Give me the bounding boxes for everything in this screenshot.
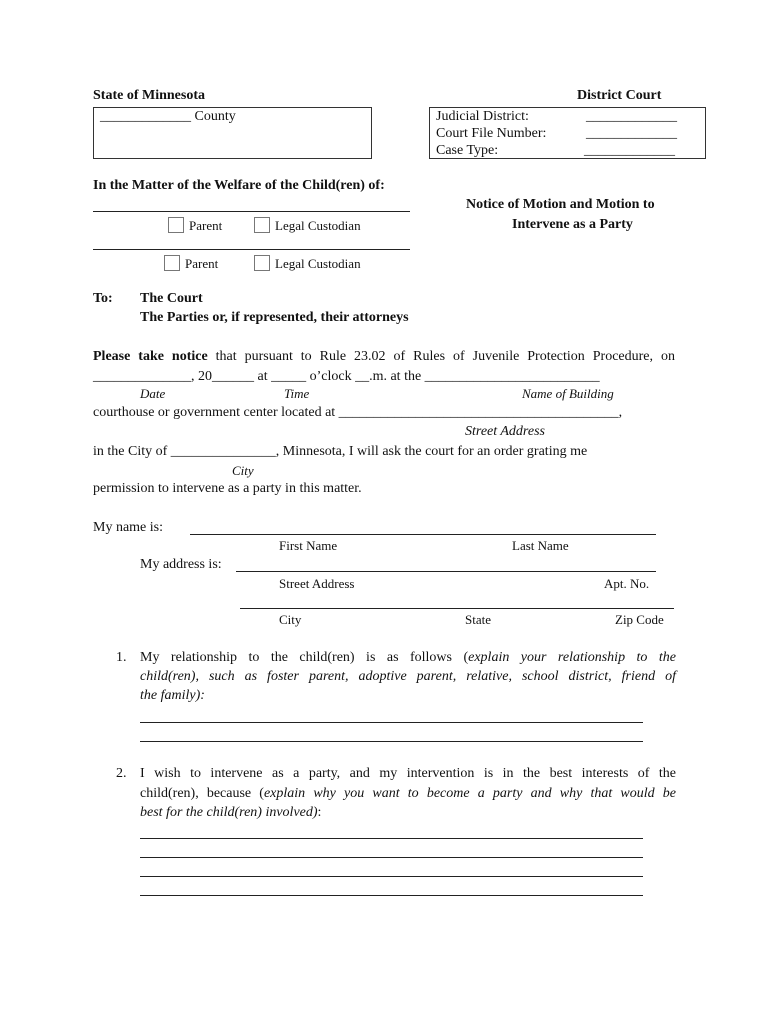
item-2-line-2 (140, 786, 676, 802)
notice-line-2[interactable]: ______________, 20______ at _____ o’clock __.m. at the _________________________ (93, 369, 600, 384)
first-name-caption: First Name (279, 538, 338, 553)
parent-checkbox[interactable] (168, 217, 184, 233)
item-1-line-2: child(ren), such as foster parent, adoptive parent, relative, school district, friend of (140, 669, 676, 684)
notice-title-line-1: Notice of Motion and Motion to (466, 197, 655, 212)
name-line[interactable] (190, 534, 656, 535)
custodian-checkbox[interactable] (254, 217, 270, 233)
party-1-parent-option[interactable] (168, 217, 222, 234)
city-state-zip-line[interactable] (240, 608, 674, 609)
county-box (93, 107, 372, 159)
apt-caption: Apt. No. (604, 576, 650, 591)
case-type-label: Case Type: (436, 143, 499, 158)
street-address-line[interactable] (236, 571, 656, 572)
street-caption-2: Street Address (279, 576, 355, 591)
state-heading: State of Minnesota (93, 88, 205, 103)
item-2-line-3 (140, 805, 321, 821)
party-1-custodian-option[interactable] (254, 217, 361, 234)
date-caption: Date (140, 386, 166, 401)
item-2-line-1: I wish to intervene as a party, and my intervention is in the best interests of the (140, 766, 676, 781)
item-2-text: child(ren), because ( (140, 786, 264, 801)
item-1-answer-line-1[interactable] (140, 722, 643, 723)
item-1-line-3: the family): (140, 688, 205, 703)
notice-lead: Please take notice (93, 349, 208, 364)
item-2-italic: explain why you want to become a party and why that would be (263, 786, 676, 801)
notice-line-4[interactable]: in the City of _______________, Minnesota, I will ask the court for an order grating me (93, 444, 588, 459)
custodian-label: Legal Custodian (275, 218, 361, 233)
item-1-number: 1. (116, 650, 127, 665)
item-2-answer-line-2[interactable] (140, 857, 643, 858)
state-caption: State (465, 612, 491, 627)
case-type-field[interactable]: _____________ (584, 143, 675, 158)
court-file-label: Court File Number: (436, 126, 547, 141)
item-2-number: 2. (116, 766, 127, 781)
item-2-colon: : (317, 805, 322, 820)
judicial-district-label: Judicial District: (436, 109, 529, 124)
party-name-line-2[interactable] (93, 249, 410, 250)
street-caption: Street Address (465, 424, 545, 439)
building-caption: Name of Building (522, 386, 614, 401)
judicial-district-field[interactable]: _____________ (586, 109, 677, 124)
to-label: To: (93, 291, 113, 306)
party-2-custodian-option[interactable] (254, 255, 361, 272)
court-heading: District Court (577, 88, 662, 103)
city-caption-2: City (279, 612, 302, 627)
item-2-answer-line-1[interactable] (140, 838, 643, 839)
parent-label: Parent (189, 218, 223, 233)
parent-checkbox[interactable] (164, 255, 180, 271)
parent-label: Parent (185, 256, 219, 271)
item-1-text: My relationship to the child(ren) is as follows ( (140, 650, 469, 665)
item-1-line-1 (140, 650, 676, 666)
name-label: My name is: (93, 520, 163, 535)
last-name-caption: Last Name (512, 538, 569, 553)
notice-line-3[interactable]: courthouse or government center located at ________________________________________, (93, 405, 623, 420)
custodian-label: Legal Custodian (275, 256, 361, 271)
to-court: The Court (140, 291, 203, 306)
item-2-italic-end: best for the child(ren) involved) (140, 805, 318, 820)
city-caption: City (232, 463, 254, 478)
item-2-answer-line-3[interactable] (140, 876, 643, 877)
item-1-italic: explain your relationship to the (468, 650, 676, 665)
party-2-parent-option[interactable] (164, 255, 218, 272)
address-label: My address is: (140, 557, 222, 572)
notice-line-1 (93, 349, 675, 365)
custodian-checkbox[interactable] (254, 255, 270, 271)
notice-line-1-rest: that pursuant to Rule 23.02 of Rules of Juvenile Protection Procedure, on (207, 349, 675, 364)
notice-title-line-2: Intervene as a Party (512, 217, 633, 232)
time-caption: Time (284, 386, 310, 401)
county-field[interactable]: _____________ County (100, 109, 236, 124)
court-file-field[interactable]: _____________ (586, 126, 677, 141)
zip-caption: Zip Code (615, 612, 664, 627)
notice-line-5: permission to intervene as a party in this matter. (93, 481, 362, 496)
item-2-answer-line-4[interactable] (140, 895, 643, 896)
matter-title: In the Matter of the Welfare of the Child(ren) of: (93, 178, 385, 193)
item-1-answer-line-2[interactable] (140, 741, 643, 742)
to-parties: The Parties or, if represented, their attorneys (140, 310, 409, 325)
party-name-line-1[interactable] (93, 211, 410, 212)
case-info-box (429, 107, 706, 159)
